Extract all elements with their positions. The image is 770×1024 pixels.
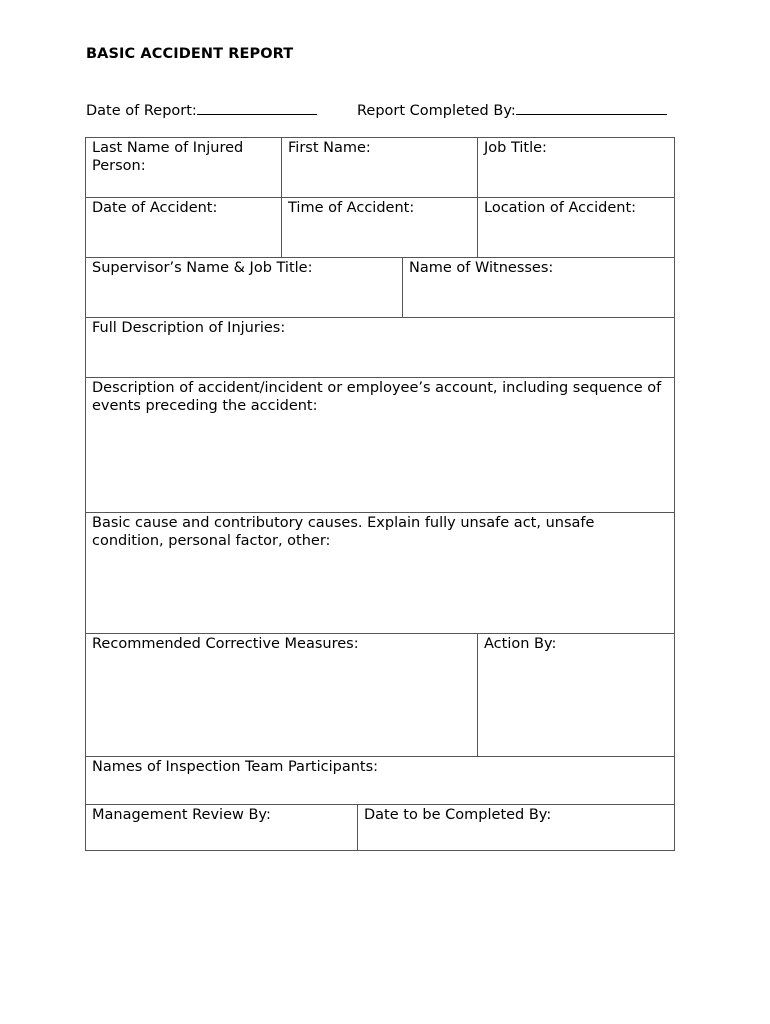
causes-label: Basic cause and contributory causes. Explain fully unsafe act, unsafe condition, personal factor, other: bbox=[92, 515, 595, 549]
injured-person-row bbox=[86, 138, 675, 198]
causes-cell[interactable] bbox=[86, 513, 675, 634]
first-name-cell[interactable] bbox=[282, 138, 478, 198]
injuries-row bbox=[86, 318, 675, 378]
location-of-accident-cell[interactable] bbox=[478, 198, 675, 258]
inspection-team-label: Names of Inspection Team Participants: bbox=[92, 759, 379, 775]
date-of-accident-label: Date of Accident: bbox=[92, 200, 218, 216]
time-of-accident-cell[interactable] bbox=[282, 198, 478, 258]
date-of-report-field[interactable] bbox=[197, 100, 317, 115]
corrective-measures-row bbox=[86, 634, 675, 757]
causes-row bbox=[86, 513, 675, 634]
first-name-label: First Name: bbox=[288, 140, 371, 156]
injuries-cell[interactable] bbox=[86, 318, 675, 378]
supervisor-name-label: Supervisor’s Name & Job Title: bbox=[92, 260, 313, 276]
inspection-team-row bbox=[86, 757, 675, 805]
time-of-accident-label: Time of Accident: bbox=[288, 200, 415, 216]
management-review-row bbox=[86, 805, 675, 851]
last-name-cell[interactable] bbox=[86, 138, 282, 198]
supervisor-row bbox=[86, 258, 675, 318]
management-review-label: Management Review By: bbox=[92, 807, 271, 823]
management-review-cell[interactable] bbox=[86, 805, 358, 851]
date-to-complete-label: Date to be Completed By: bbox=[364, 807, 552, 823]
job-title-label: Job Title: bbox=[484, 140, 547, 156]
incident-description-label: Description of accident/incident or employee’s account, including sequence of events preceding the accident: bbox=[92, 380, 662, 414]
corrective-measures-cell[interactable] bbox=[86, 634, 478, 757]
accident-report-form bbox=[85, 137, 675, 851]
date-of-accident-cell[interactable] bbox=[86, 198, 282, 258]
report-completed-by-line bbox=[357, 100, 667, 119]
witnesses-cell[interactable] bbox=[403, 258, 675, 318]
date-of-report-line bbox=[86, 100, 317, 119]
date-to-complete-cell[interactable] bbox=[358, 805, 675, 851]
last-name-label: Last Name of Injured Person: bbox=[92, 140, 244, 174]
action-by-cell[interactable] bbox=[478, 634, 675, 757]
location-of-accident-label: Location of Accident: bbox=[484, 200, 637, 216]
incident-description-row bbox=[86, 378, 675, 513]
corrective-measures-label: Recommended Corrective Measures: bbox=[92, 636, 359, 652]
report-completed-by-field[interactable] bbox=[516, 100, 667, 115]
incident-description-cell[interactable] bbox=[86, 378, 675, 513]
date-of-report-label: Date of Report: bbox=[86, 103, 197, 119]
form-title: BASIC ACCIDENT REPORT bbox=[86, 46, 294, 62]
injuries-label: Full Description of Injuries: bbox=[92, 320, 286, 336]
accident-details-row bbox=[86, 198, 675, 258]
job-title-cell[interactable] bbox=[478, 138, 675, 198]
witnesses-label: Name of Witnesses: bbox=[409, 260, 554, 276]
inspection-team-cell[interactable] bbox=[86, 757, 675, 805]
action-by-label: Action By: bbox=[484, 636, 557, 652]
supervisor-name-cell[interactable] bbox=[86, 258, 403, 318]
report-completed-by-label: Report Completed By: bbox=[357, 103, 516, 119]
